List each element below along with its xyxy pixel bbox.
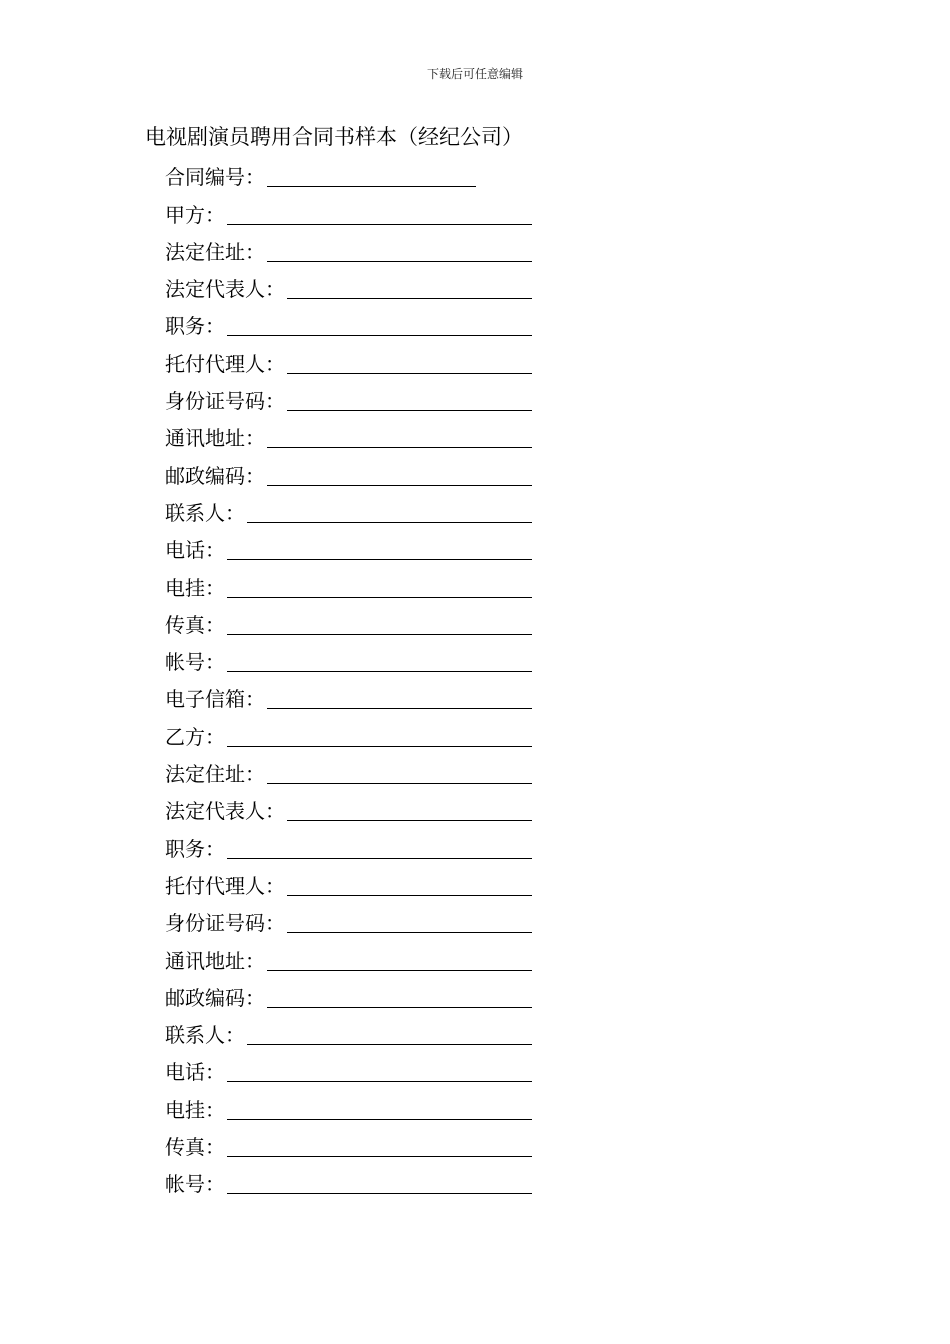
field-party-a-id-number <box>165 379 532 416</box>
field-label: 甲方： <box>165 202 225 227</box>
field-party-a-legal-address <box>165 230 532 267</box>
field-label: 身份证号码： <box>165 389 285 414</box>
fill-in-line[interactable] <box>227 1156 532 1157</box>
field-contract-number <box>165 155 476 192</box>
field-party-b-fax <box>165 1125 532 1162</box>
field-party-b-account <box>165 1162 532 1199</box>
field-label: 托付代理人： <box>165 873 285 898</box>
field-party-b-id-number <box>165 901 532 938</box>
fill-in-line[interactable] <box>227 335 532 336</box>
fill-in-line[interactable] <box>267 485 532 486</box>
field-label: 电挂： <box>165 1097 225 1122</box>
fill-in-line[interactable] <box>287 298 532 299</box>
field-label: 传真： <box>165 1135 225 1160</box>
field-label: 法定代表人： <box>165 277 285 302</box>
field-party-a-contact <box>165 491 532 528</box>
fill-in-line[interactable] <box>227 1081 532 1082</box>
fill-in-line[interactable] <box>267 447 532 448</box>
field-party-a-agent <box>165 341 532 378</box>
fill-in-line[interactable] <box>247 522 532 523</box>
field-party-a-mailing-address <box>165 416 532 453</box>
field-label: 邮政编码： <box>165 985 265 1010</box>
fill-in-line[interactable] <box>227 671 532 672</box>
field-party-b-agent <box>165 864 532 901</box>
field-party-b-position <box>165 826 532 863</box>
fill-in-line[interactable] <box>267 970 532 971</box>
fill-in-line[interactable] <box>227 1193 532 1194</box>
field-party-b-mailing-address <box>165 938 532 975</box>
fill-in-line[interactable] <box>227 1119 532 1120</box>
field-label: 职务： <box>165 836 225 861</box>
document-title: 电视剧演员聘用合同书样本（经纪公司） <box>145 125 523 149</box>
fill-in-line[interactable] <box>227 597 532 598</box>
field-party-a-legal-representative <box>165 267 532 304</box>
field-label: 法定住址： <box>165 762 265 787</box>
field-label: 合同编号： <box>165 165 265 190</box>
fill-in-line[interactable] <box>247 1044 532 1045</box>
fill-in-line[interactable] <box>287 373 532 374</box>
fill-in-line[interactable] <box>287 820 532 821</box>
fill-in-line[interactable] <box>227 559 532 560</box>
field-label: 电挂： <box>165 575 225 600</box>
field-party-b <box>165 714 532 751</box>
field-party-a-position <box>165 304 532 341</box>
fill-in-line[interactable] <box>267 1007 532 1008</box>
field-label: 联系人： <box>165 500 245 525</box>
field-label: 传真： <box>165 612 225 637</box>
field-label: 电子信箱： <box>165 687 265 712</box>
field-party-a-account <box>165 640 532 677</box>
field-label: 联系人： <box>165 1023 245 1048</box>
field-label: 电话： <box>165 538 225 563</box>
field-party-b-legal-address <box>165 752 532 789</box>
field-label: 帐号： <box>165 1172 225 1197</box>
field-label: 通讯地址： <box>165 948 265 973</box>
field-party-a <box>165 192 532 229</box>
field-label: 通讯地址： <box>165 426 265 451</box>
field-label: 法定住址： <box>165 239 265 264</box>
field-label: 邮政编码： <box>165 463 265 488</box>
field-party-a-postal-code <box>165 453 532 490</box>
field-party-a-email <box>165 677 532 714</box>
fill-in-line[interactable] <box>267 186 476 187</box>
fill-in-line[interactable] <box>287 895 532 896</box>
field-party-a-phone <box>165 528 532 565</box>
contract-fields <box>165 155 545 1199</box>
fill-in-line[interactable] <box>287 932 532 933</box>
page-header-note: 下载后可任意编辑 <box>426 67 523 81</box>
field-party-b-legal-representative <box>165 789 532 826</box>
field-party-b-postal-code <box>165 976 532 1013</box>
field-label: 乙方： <box>165 724 225 749</box>
fill-in-line[interactable] <box>267 783 532 784</box>
field-label: 职务： <box>165 314 225 339</box>
field-label: 帐号： <box>165 650 225 675</box>
field-party-b-phone <box>165 1050 532 1087</box>
fill-in-line[interactable] <box>227 634 532 635</box>
fill-in-line[interactable] <box>267 708 532 709</box>
fill-in-line[interactable] <box>227 224 532 225</box>
field-label: 法定代表人： <box>165 799 285 824</box>
fill-in-line[interactable] <box>267 261 532 262</box>
field-label: 托付代理人： <box>165 351 285 376</box>
field-party-b-contact <box>165 1013 532 1050</box>
field-party-a-fax <box>165 603 532 640</box>
field-party-a-cable <box>165 565 532 602</box>
field-label: 身份证号码： <box>165 911 285 936</box>
fill-in-line[interactable] <box>227 746 532 747</box>
field-label: 电话： <box>165 1060 225 1085</box>
field-party-b-cable <box>165 1087 532 1124</box>
fill-in-line[interactable] <box>287 410 532 411</box>
fill-in-line[interactable] <box>227 858 532 859</box>
